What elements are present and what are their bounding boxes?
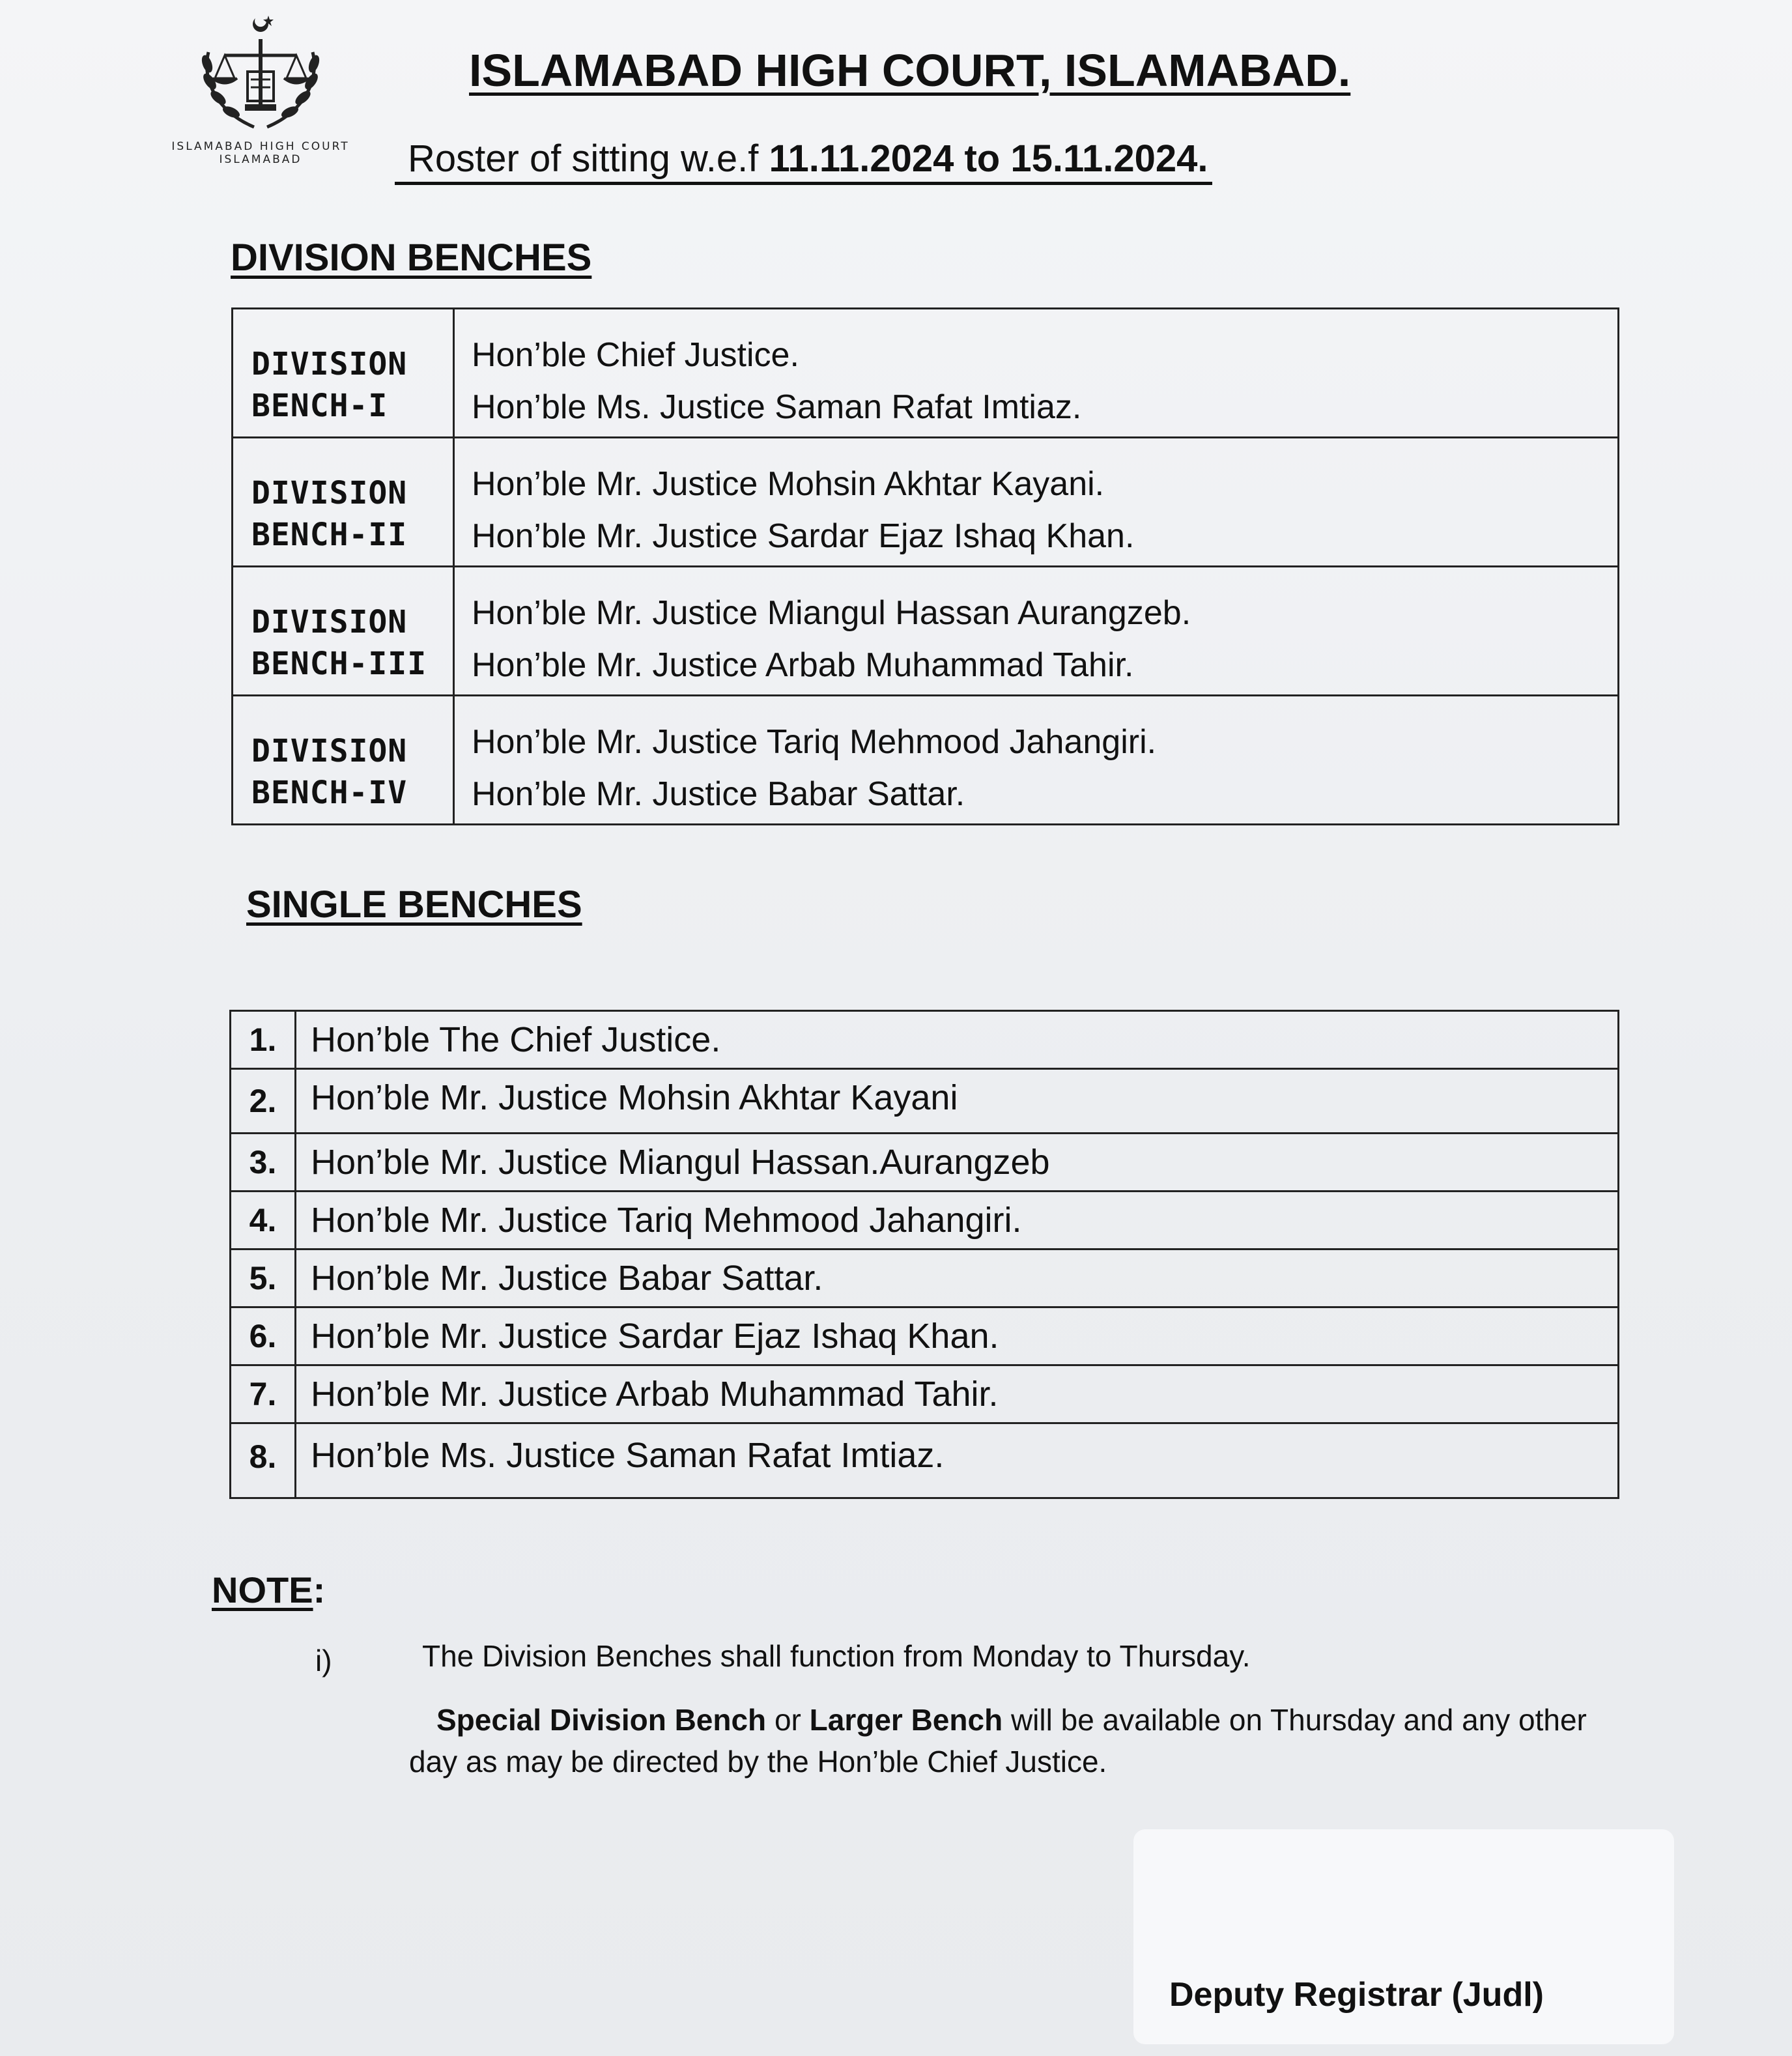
division-bench-label-line2: BENCH-I	[251, 388, 388, 424]
note-heading-text: NOTE	[212, 1569, 313, 1610]
division-bench-judges	[455, 696, 1617, 823]
page-title: ISLAMABAD HIGH COURT, ISLAMABAD.	[469, 45, 1351, 96]
single-bench-judge: Hon’ble Mr. Justice Miangul Hassan.Aurangzeb	[311, 1143, 1050, 1182]
single-bench-judge: Hon’ble Mr. Justice Babar Sattar.	[311, 1259, 823, 1298]
single-bench-row	[231, 1250, 1617, 1308]
division-bench-judges	[455, 309, 1617, 436]
division-bench-judge: Hon’ble Mr. Justice Tariq Mehmood Jahangiri.	[472, 723, 1157, 761]
single-bench-row	[231, 1070, 1617, 1134]
single-bench-row	[231, 1134, 1617, 1192]
single-bench-number: 6.	[231, 1308, 296, 1364]
note-larger-bench: Larger Bench	[809, 1703, 1003, 1737]
logo-caption-line1: ISLAMABAD HIGH COURT	[171, 140, 350, 153]
single-bench-number: 4.	[231, 1192, 296, 1248]
division-bench-row	[233, 309, 1617, 438]
court-emblem-icon	[182, 7, 339, 137]
signatory-title: Deputy Registrar (Judl)	[1169, 1976, 1544, 2014]
division-bench-label-line1: DIVISION	[251, 475, 408, 511]
roster-subtitle	[395, 137, 1212, 185]
division-bench-label-line2: BENCH-IV	[251, 775, 408, 811]
division-bench-label-line1: DIVISION	[251, 346, 408, 382]
single-bench-number: 3.	[231, 1134, 296, 1190]
division-bench-row	[233, 438, 1617, 567]
division-bench-label	[233, 438, 455, 565]
single-bench-number: 8.	[231, 1424, 296, 1497]
note-item-marker: i)	[315, 1644, 332, 1678]
single-bench-number: 5.	[231, 1250, 296, 1306]
note-special-division-bench: Special Division Bench	[436, 1703, 767, 1737]
single-bench-judge: Hon’ble Mr. Justice Mohsin Akhtar Kayani	[311, 1078, 958, 1117]
single-bench-row	[231, 1192, 1617, 1250]
note-heading-colon: :	[313, 1569, 326, 1610]
division-bench-judge: Hon’ble Mr. Justice Arbab Muhammad Tahir.	[472, 646, 1134, 684]
division-bench-row	[233, 567, 1617, 696]
note-item-text: The Division Benches shall function from Monday to Thursday.	[422, 1639, 1251, 1673]
division-bench-row	[233, 696, 1617, 823]
note-heading	[212, 1569, 325, 1611]
division-bench-judges	[455, 567, 1617, 694]
division-bench-label	[233, 309, 455, 436]
single-bench-number: 7.	[231, 1366, 296, 1422]
division-bench-judge: Hon’ble Mr. Justice Babar Sattar.	[472, 775, 965, 813]
division-bench-judge: Hon’ble Ms. Justice Saman Rafat Imtiaz.	[472, 388, 1082, 426]
single-bench-judge: Hon’ble Mr. Justice Arbab Muhammad Tahir.	[311, 1375, 999, 1414]
single-bench-row	[231, 1366, 1617, 1424]
division-benches-table	[231, 307, 1619, 825]
note-para-text: or	[766, 1703, 810, 1737]
single-bench-judge: Hon’ble Ms. Justice Saman Rafat Imtiaz.	[311, 1436, 945, 1475]
division-benches-heading: DIVISION BENCHES	[231, 236, 592, 279]
single-benches-table	[229, 1010, 1619, 1499]
single-bench-judge: Hon’ble The Chief Justice.	[311, 1020, 721, 1059]
division-bench-judge: Hon’ble Chief Justice.	[472, 336, 799, 374]
single-bench-number: 2.	[231, 1070, 296, 1132]
division-bench-label-line2: BENCH-II	[251, 517, 408, 553]
division-bench-judge: Hon’ble Mr. Justice Miangul Hassan Aurangzeb.	[472, 594, 1191, 632]
single-bench-judge: Hon’ble Mr. Justice Tariq Mehmood Jahangiri.	[311, 1201, 1022, 1240]
division-bench-label-line1: DIVISION	[251, 733, 408, 769]
division-bench-judge: Hon’ble Mr. Justice Sardar Ejaz Ishaq Khan.	[472, 517, 1135, 555]
logo-caption-line2: ISLAMABAD	[219, 153, 302, 166]
single-bench-row	[231, 1424, 1617, 1497]
single-bench-judge: Hon’ble Mr. Justice Sardar Ejaz Ishaq Khan.	[311, 1317, 999, 1356]
note-paragraph	[409, 1699, 1595, 1782]
court-logo	[156, 7, 365, 166]
roster-subtitle-prefix: Roster of sitting w.e.f	[408, 137, 769, 180]
division-bench-label-line2: BENCH-III	[251, 646, 427, 682]
single-bench-row	[231, 1308, 1617, 1366]
division-bench-judge: Hon’ble Mr. Justice Mohsin Akhtar Kayani.	[472, 465, 1105, 503]
division-bench-label	[233, 567, 455, 694]
single-benches-heading: SINGLE BENCHES	[246, 883, 582, 926]
division-bench-label-line1: DIVISION	[251, 604, 408, 640]
single-bench-row	[231, 1012, 1617, 1070]
single-bench-number: 1.	[231, 1012, 296, 1068]
division-bench-judges	[455, 438, 1617, 565]
note-para-text: will be available on Thursday and any other day as may be directed by the Hon’ble Chief Justice.	[409, 1703, 1587, 1778]
roster-dates: 11.11.2024 to 15.11.2024.	[769, 137, 1208, 180]
division-bench-label	[233, 696, 455, 823]
